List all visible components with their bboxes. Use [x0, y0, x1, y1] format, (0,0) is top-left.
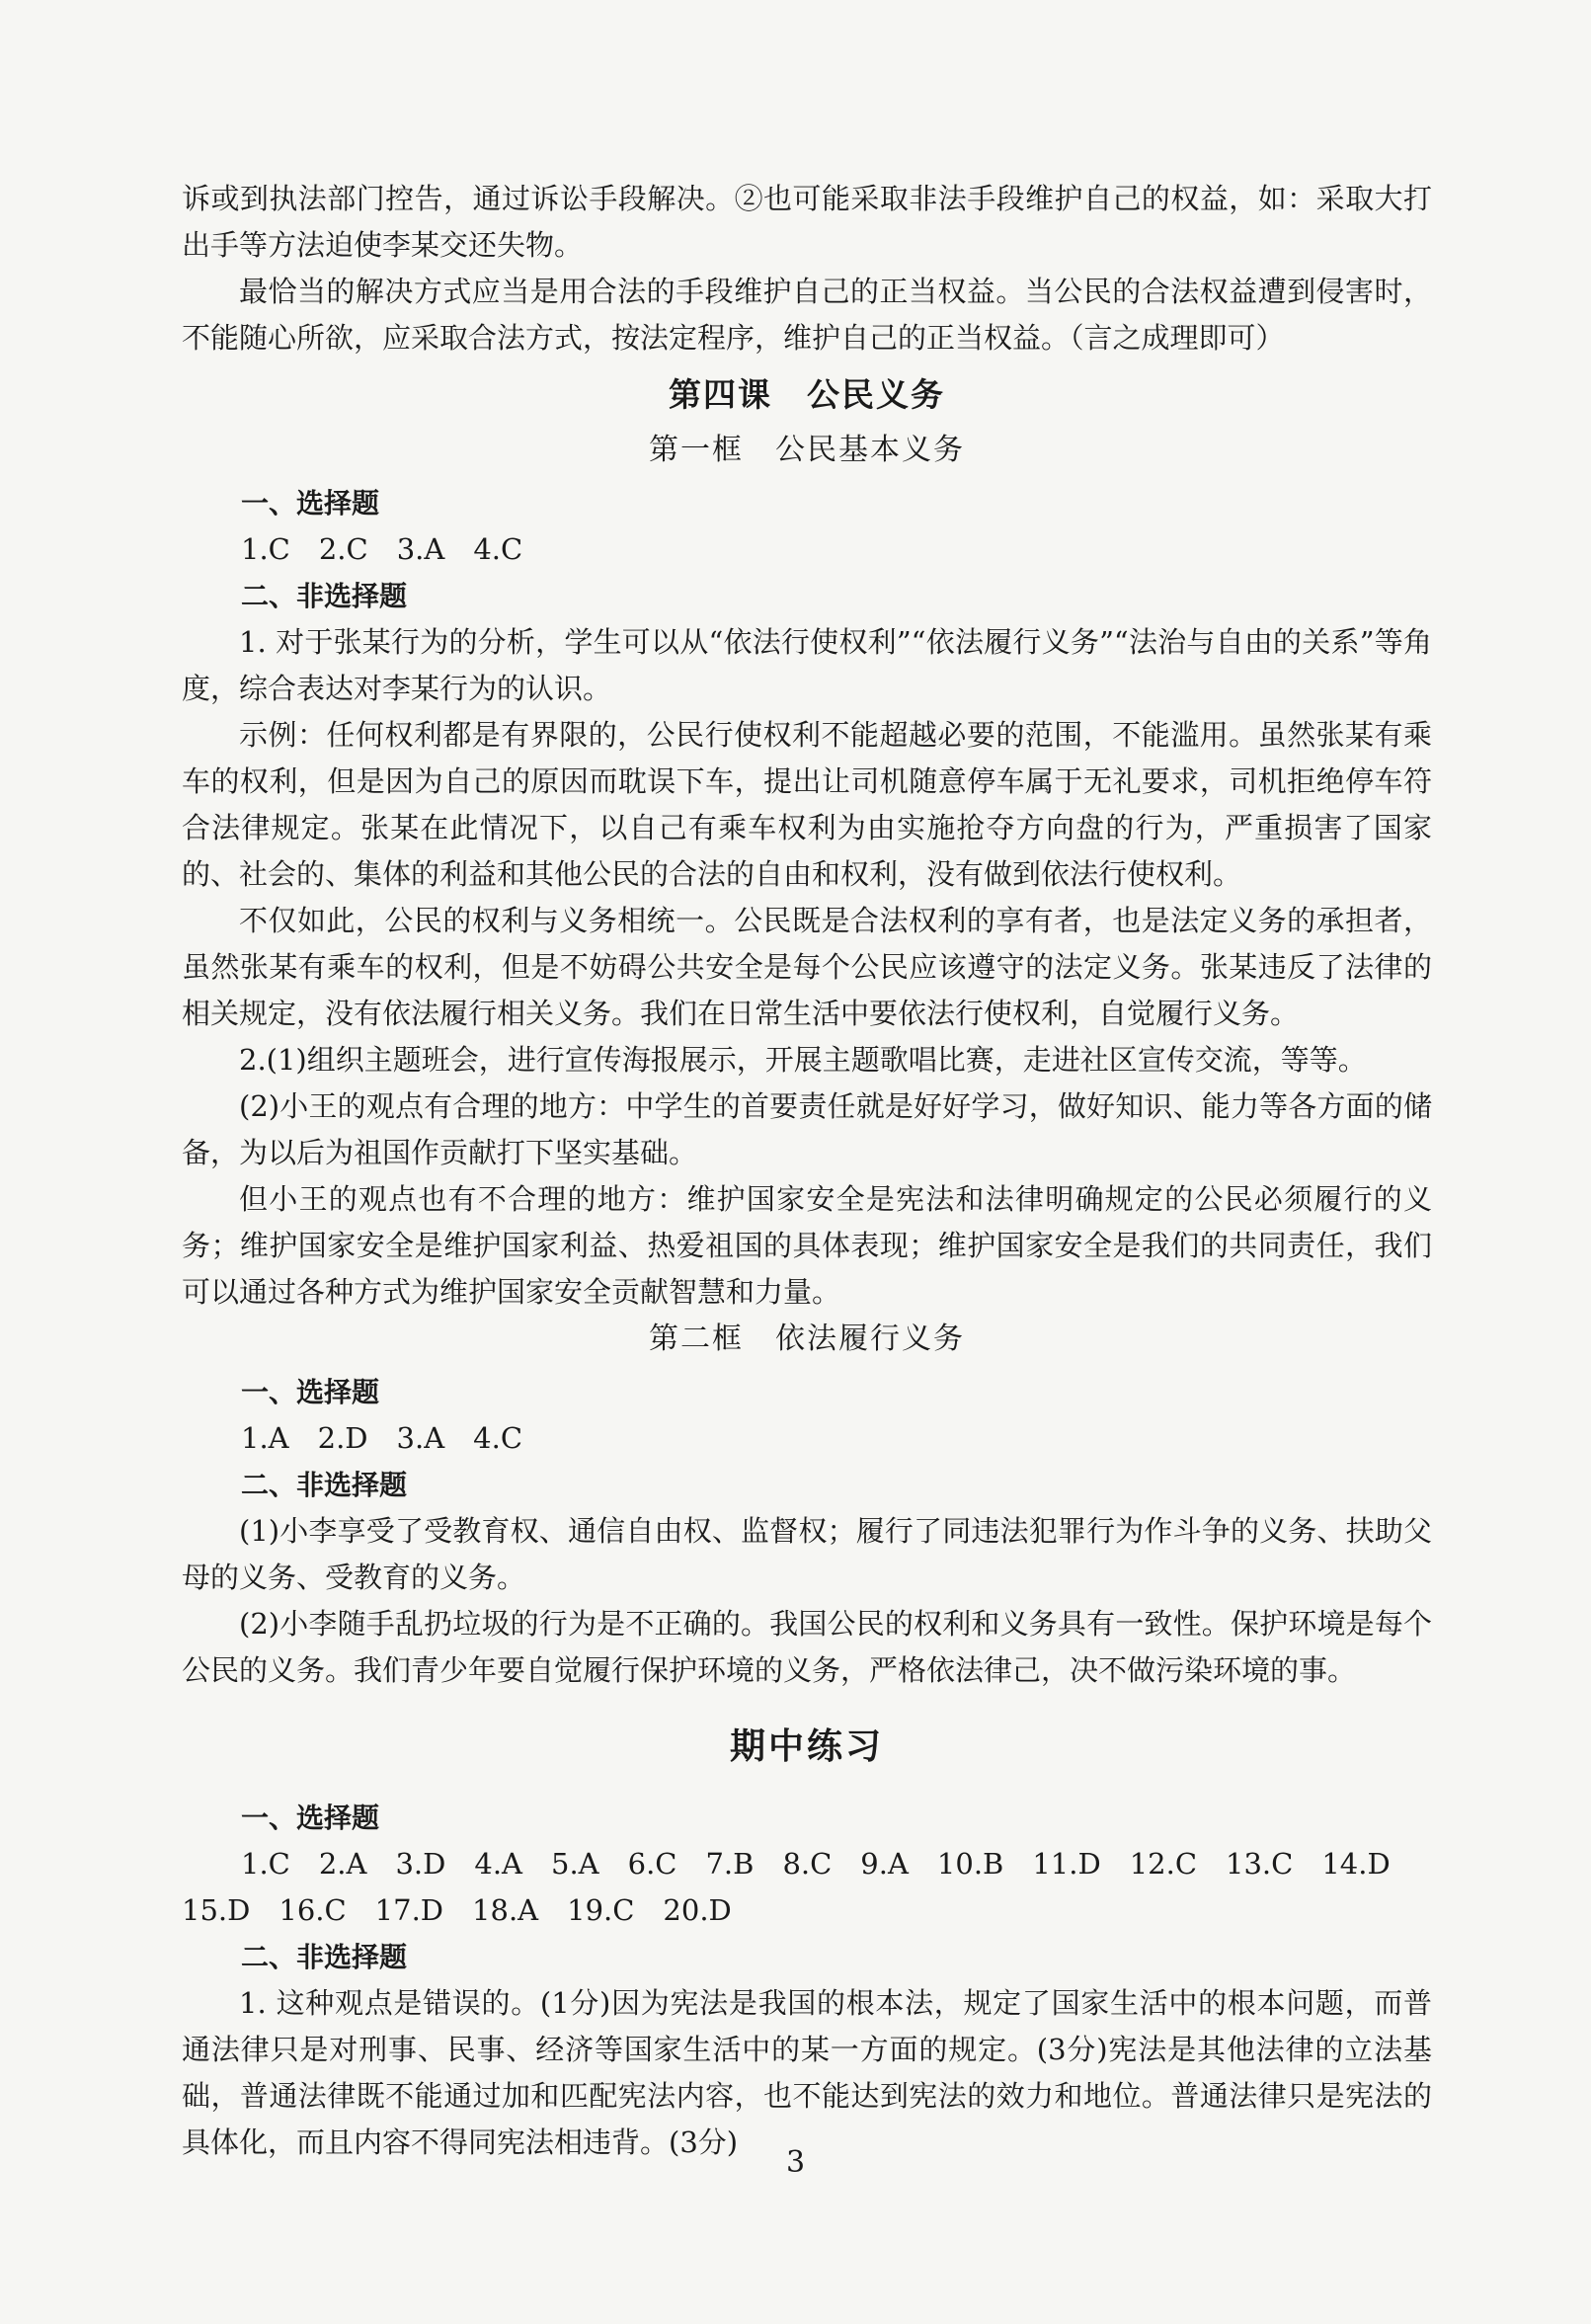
midterm-paragraph: 1. 这种观点是错误的。(1分)因为宪法是我国的根本法，规定了国家生活中的根本问题，而普通法律只是对刑事、民事、经济等国家生活中的某一方面的规定。(3分)宪法是其他法律的立法基础，普通法律既不能通过加和匹配宪法内容，也不能达到宪法的效力和地位。普通法律只是宪法的具体化，而且内容不得同宪法相违背。(3分) [182, 1986, 1432, 2159]
midterm-title: 期中练习 [729, 1725, 884, 1767]
frame2-nonchoice-heading: 二、非选择题 [241, 1469, 408, 1501]
frame2-title: 第二框 依法履行义务 [649, 1322, 965, 1356]
frame2-paragraph: (2)小李随手乱扔垃圾的行为是不正确的。我国公民的权利和义务具有一致性。保护环境是每个公民的义务。我们青少年要自觉履行保护环境的义务，严格依法律己，决不做污染环境的事。 [182, 1607, 1432, 1687]
frame1-paragraph: 但小王的观点也有不合理的地方：维护国家安全是宪法和法律明确规定的公民必须履行的义务；维护国家安全是维护国家利益、热爱祖国的具体表现；维护国家安全是我们的共同责任，我们可以通过各种方式为维护国家安全贡献智慧和力量。 [182, 1182, 1432, 1309]
frame1-choice-heading: 一、选择题 [241, 487, 380, 520]
lesson-title: 第四课 公民义务 [669, 375, 945, 414]
frame2-choice-answers: 1.A 2.D 3.A 4.C [241, 1421, 523, 1455]
frame1-paragraph: 2.(1)组织主题班会，进行宣传海报展示，开展主题歌唱比赛，走进社区宣传交流，等等。 [239, 1043, 1367, 1077]
midterm-nonchoice-heading: 二、非选择题 [241, 1941, 408, 1973]
conclusion-paragraph: 最恰当的解决方式应当是用合法的手段维护自己的正当权益。当公民的合法权益遭到侵害时，不能随心所欲，应采取合法方式，按法定程序，维护自己的正当权益。（言之成理即可） [182, 275, 1432, 355]
frame2-paragraph: (1)小李享受了受教育权、通信自由权、监督权；履行了同违法犯罪行为作斗争的义务、扶助父母的义务、受教育的义务。 [182, 1514, 1432, 1594]
frame1-paragraph: 不仅如此，公民的权利与义务相统一。公民既是合法权利的享有者，也是法定义务的承担者，虽然张某有乘车的权利，但是不妨碍公共安全是每个公民应该遵守的法定义务。张某违反了法律的相关规定，没有依法履行相关义务。我们在日常生活中要依法行使权利，自觉履行义务。 [182, 904, 1432, 1030]
frame1-paragraph: (2)小王的观点有合理的地方：中学生的首要责任就是好好学习，做好知识、能力等各方面的储备，为以后为祖国作贡献打下坚实基础。 [182, 1089, 1432, 1169]
midterm-choice-answers: 1.C 2.A 3.D 4.A 5.A 6.C 7.B 8.C 9.A 10.B 11.D 12.C 13.C 14.D 15.D 16.C 17.D 18.A 19.C 20.D [182, 1847, 1419, 1927]
frame1-paragraph: 示例：任何权利都是有界限的，公民行使权利不能超越必要的范围，不能滥用。虽然张某有乘车的权利，但是因为自己的原因而耽误下车，提出让司机随意停车属于无礼要求，司机拒绝停车符合法律规定。张某在此情况下，以自己有乘车权利为由实施抢夺方向盘的行为，严重损害了国家的、社会的、集体的利益和其他公民的合法的自由和权利，没有做到依法行使权利。 [182, 718, 1432, 891]
frame1-choice-answers: 1.C 2.C 3.A 4.C [241, 532, 523, 566]
page-number: 3 [785, 2145, 806, 2180]
frame1-nonchoice-heading: 二、非选择题 [241, 580, 408, 612]
frame1-paragraph: 1. 对于张某行为的分析，学生可以从“依法行使权利”“依法履行义务”“法治与自由的关系”等角度，综合表达对李某行为的认识。 [182, 625, 1432, 705]
frame1-title: 第一框 公民基本义务 [649, 433, 965, 467]
midterm-choice-heading: 一、选择题 [241, 1802, 380, 1834]
continued-paragraph: 诉或到执法部门控告，通过诉讼手段解决。②也可能采取非法手段维护自己的权益，如：采取大打出手等方法迫使李某交还失物。 [182, 182, 1432, 262]
frame2-choice-heading: 一、选择题 [241, 1376, 380, 1408]
